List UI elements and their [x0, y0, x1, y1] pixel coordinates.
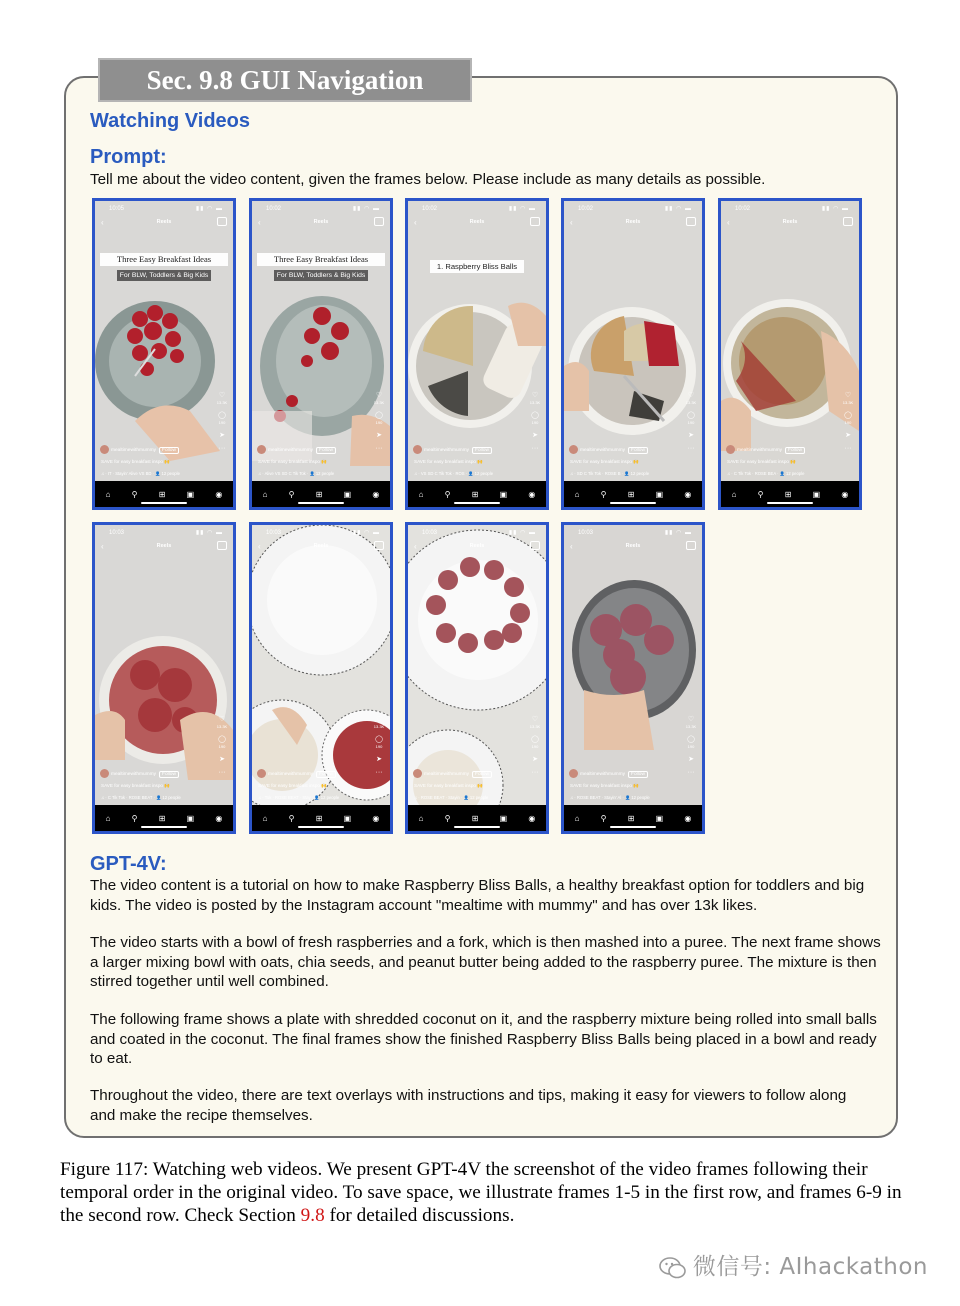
action-rail	[373, 391, 385, 458]
home-icon[interactable]: ⌂	[262, 489, 268, 499]
follow-button[interactable]: Follow	[159, 771, 179, 778]
back-icon[interactable]: ‹	[258, 542, 261, 551]
camera-icon[interactable]	[374, 217, 384, 226]
home-icon[interactable]: ⌂	[731, 489, 737, 499]
camera-icon[interactable]	[374, 541, 384, 550]
post-caption: SAVE for easy breakfast inspo 🙌	[101, 783, 170, 788]
video-title-overlay: Three Easy Breakfast Ideas	[257, 253, 385, 266]
avatar[interactable]	[100, 769, 109, 778]
avatar[interactable]	[257, 445, 266, 454]
reels-title: Reels	[469, 543, 485, 549]
like-count: 13.3K	[842, 400, 854, 405]
create-icon[interactable]: ⊞	[784, 489, 792, 499]
action-rail	[529, 715, 541, 782]
signal-icons: ▮▮ ◠ ▬	[352, 206, 380, 212]
comment-icon[interactable]: ◯	[375, 412, 383, 419]
comment-count: 190	[375, 744, 383, 749]
search-icon[interactable]: ⚲	[444, 813, 451, 823]
account-row	[100, 445, 179, 454]
share-icon[interactable]: ➤	[219, 432, 225, 439]
signal-icons: ▮▮ ◠ ▬	[508, 530, 536, 536]
reels-title: Reels	[156, 219, 172, 225]
post-caption: SAVE for easy breakfast inspo 🙌	[727, 459, 796, 464]
video-frame	[405, 198, 549, 510]
post-caption: SAVE for easy breakfast inspo 🙌	[570, 459, 639, 464]
like-count: 13.3K	[373, 724, 385, 729]
comment-count: 190	[218, 420, 226, 425]
search-icon[interactable]: ⚲	[288, 489, 295, 499]
comment-count: 190	[844, 420, 852, 425]
comment-count: 190	[687, 420, 695, 425]
home-indicator	[141, 826, 187, 828]
comment-icon[interactable]: ◯	[687, 736, 695, 743]
comment-icon[interactable]: ◯	[844, 412, 852, 419]
music-ticker[interactable]: ♫ · C Tik Tok · ROSE BEAT · 👤 12 people	[101, 795, 181, 800]
share-icon[interactable]: ➤	[845, 432, 851, 439]
follow-button[interactable]: Follow	[785, 447, 805, 454]
create-icon[interactable]: ⊞	[627, 489, 635, 499]
video-frame	[249, 198, 393, 510]
account-name[interactable]: mealtimewithmummy	[268, 447, 314, 453]
figure-caption	[60, 1158, 910, 1227]
follow-button[interactable]: Follow	[628, 771, 648, 778]
profile-icon[interactable]: ◉	[372, 489, 380, 499]
like-count: 13.3K	[529, 400, 541, 405]
account-row	[569, 445, 648, 454]
account-name[interactable]: mealtimewithmummy	[580, 771, 626, 777]
reels-title: Reels	[469, 219, 485, 225]
profile-icon[interactable]: ◉	[215, 489, 223, 499]
reels-icon[interactable]: ▣	[343, 489, 352, 499]
music-ticker[interactable]: ♫ · VS SD C Tik Tok · ROS · 👤 12 people	[414, 471, 494, 476]
status-time: 10:05	[109, 206, 125, 212]
music-ticker[interactable]: ♫ · SD C Tik Tok · ROSE B · 👤 12 people	[570, 471, 650, 476]
account-name[interactable]: mealtimewithmummy	[424, 771, 470, 777]
profile-icon[interactable]: ◉	[215, 813, 223, 823]
more-icon[interactable]: ···	[844, 445, 852, 452]
avatar[interactable]	[100, 445, 109, 454]
profile-icon[interactable]: ◉	[528, 813, 536, 823]
like-count: 13.3K	[373, 400, 385, 405]
signal-icons: ▮▮ ◠ ▬	[195, 206, 223, 212]
more-icon[interactable]: ···	[375, 445, 383, 452]
create-icon[interactable]: ⊞	[471, 489, 479, 499]
watermark-text: 微信号: AIhackathon	[692, 1254, 928, 1280]
camera-icon[interactable]	[530, 541, 540, 550]
status-time: 10:03	[578, 530, 594, 536]
answer-paragraph: The following frame shows a plate with shredded coconut on it, and the raspberry mixture being rolled into small balls and coated in the coconut. The final frames show the finished Raspberry Bliss Balls being placed in a bowl and ready to eat.	[90, 1011, 877, 1067]
status-time: 10:03	[109, 530, 125, 536]
signal-icons: ▮▮ ◠ ▬	[508, 206, 536, 212]
share-icon[interactable]: ➤	[376, 756, 382, 763]
status-time: 10:02	[422, 206, 438, 212]
home-indicator	[298, 502, 344, 504]
music-ticker[interactable]: ♫ · ROSE BEAT · Stayin · 👤 12 people	[414, 795, 489, 800]
search-icon[interactable]: ⚲	[131, 813, 138, 823]
post-caption: SAVE for easy breakfast inspo 🙌	[101, 459, 170, 464]
search-icon[interactable]: ⚲	[131, 489, 138, 499]
profile-icon[interactable]: ◉	[528, 489, 536, 499]
search-icon[interactable]: ⚲	[757, 489, 764, 499]
status-bar	[95, 525, 233, 541]
create-icon[interactable]: ⊞	[315, 489, 323, 499]
home-icon[interactable]: ⌂	[105, 489, 111, 499]
comment-icon[interactable]: ◯	[531, 736, 539, 743]
more-icon[interactable]: ···	[531, 445, 539, 452]
status-bar	[408, 201, 546, 217]
back-icon[interactable]: ‹	[258, 218, 261, 227]
comment-icon[interactable]: ◯	[375, 736, 383, 743]
reels-icon[interactable]: ▣	[186, 813, 195, 823]
like-icon[interactable]: ♡	[531, 716, 539, 723]
status-time: 10:02	[735, 206, 751, 212]
reels-icon[interactable]: ▣	[343, 813, 352, 823]
back-icon[interactable]: ‹	[570, 542, 573, 551]
share-icon[interactable]: ➤	[532, 432, 538, 439]
music-ticker[interactable]: ♫ · Tok · ROSE BEAT · Stay · 👤 12 people	[258, 795, 340, 800]
create-icon[interactable]: ⊞	[627, 813, 635, 823]
create-icon[interactable]: ⊞	[158, 489, 166, 499]
account-row	[100, 769, 179, 778]
status-time: 10:02	[578, 206, 594, 212]
follow-button[interactable]: Follow	[472, 447, 492, 454]
home-indicator	[767, 502, 813, 504]
music-ticker[interactable]: ♫ · C Tik Tok · ROSE BEA · 👤 12 people	[727, 471, 805, 476]
camera-icon[interactable]	[217, 217, 227, 226]
video-title-overlay: Three Easy Breakfast Ideas	[100, 253, 228, 266]
home-indicator	[141, 502, 187, 504]
search-icon[interactable]: ⚲	[444, 489, 451, 499]
status-time: 10:03	[266, 530, 282, 536]
post-caption: SAVE for easy breakfast inspo 🙌	[570, 783, 639, 788]
reels-icon[interactable]: ▣	[812, 489, 821, 499]
follow-button[interactable]: Follow	[316, 447, 336, 454]
more-icon[interactable]: ···	[218, 445, 226, 452]
like-icon[interactable]: ♡	[687, 716, 695, 723]
signal-icons: ▮▮ ◠ ▬	[195, 530, 223, 536]
comment-count: 190	[375, 420, 383, 425]
caption-suffix: for detailed discussions.	[324, 1205, 515, 1226]
post-caption: SAVE for easy breakfast inspo 🙌	[414, 459, 483, 464]
section-heading: Watching Videos	[90, 110, 251, 132]
video-frame	[561, 198, 705, 510]
account-row	[413, 445, 492, 454]
home-indicator	[610, 826, 656, 828]
avatar[interactable]	[726, 445, 735, 454]
prompt-text: Tell me about the video content, given the frames below. Please include as many details as possible.	[90, 171, 766, 188]
avatar[interactable]	[257, 769, 266, 778]
status-bar	[564, 201, 702, 217]
follow-button[interactable]: Follow	[472, 771, 492, 778]
home-icon[interactable]: ⌂	[262, 813, 268, 823]
account-row	[257, 445, 336, 454]
action-rail	[842, 391, 854, 458]
share-icon[interactable]: ➤	[376, 432, 382, 439]
signal-icons: ▮▮ ◠ ▬	[821, 206, 849, 212]
wechat-icon	[659, 1257, 687, 1279]
reels-title: Reels	[156, 543, 172, 549]
watermark	[659, 1248, 928, 1281]
home-indicator	[454, 502, 500, 504]
profile-icon[interactable]: ◉	[684, 813, 692, 823]
action-rail	[373, 715, 385, 782]
share-icon[interactable]: ➤	[219, 756, 225, 763]
back-icon[interactable]: ‹	[570, 218, 573, 227]
profile-icon[interactable]: ◉	[841, 489, 849, 499]
status-bar	[252, 525, 390, 541]
like-count: 13.3K	[685, 400, 697, 405]
music-ticker[interactable]: ♫ · Alive VS SD C Tik Tok · 👤 12 people	[258, 471, 335, 476]
action-rail	[216, 715, 228, 782]
camera-icon[interactable]	[686, 541, 696, 550]
create-icon[interactable]: ⊞	[315, 813, 323, 823]
more-icon[interactable]: ···	[218, 769, 226, 776]
home-indicator	[454, 826, 500, 828]
avatar[interactable]	[413, 769, 422, 778]
comment-count: 190	[531, 744, 539, 749]
action-rail	[685, 391, 697, 458]
follow-button[interactable]: Follow	[159, 447, 179, 454]
video-step-overlay: 1. Raspberry Bliss Balls	[430, 260, 524, 273]
follow-button[interactable]: Follow	[316, 771, 336, 778]
create-icon[interactable]: ⊞	[158, 813, 166, 823]
comment-icon[interactable]: ◯	[218, 412, 226, 419]
post-caption: SAVE for easy breakfast inspo 🙌	[258, 459, 327, 464]
home-indicator	[298, 826, 344, 828]
status-time: 10:03	[422, 530, 438, 536]
prompt-label: Prompt:	[90, 146, 167, 168]
profile-icon[interactable]: ◉	[684, 489, 692, 499]
status-bar	[721, 201, 859, 217]
reels-title: Reels	[625, 219, 641, 225]
avatar[interactable]	[413, 445, 422, 454]
account-name[interactable]: mealtimewithmummy	[424, 447, 470, 453]
comment-count: 190	[687, 744, 695, 749]
status-bar	[564, 525, 702, 541]
like-icon[interactable]: ♡	[218, 392, 226, 399]
comment-count: 190	[531, 420, 539, 425]
more-icon[interactable]: ···	[375, 769, 383, 776]
status-bar	[252, 201, 390, 217]
search-icon[interactable]: ⚲	[600, 489, 607, 499]
avatar[interactable]	[569, 769, 578, 778]
post-caption: SAVE for easy breakfast inspo 🙌	[258, 783, 327, 788]
account-row	[569, 769, 648, 778]
share-icon[interactable]: ➤	[688, 756, 694, 763]
status-bar	[408, 525, 546, 541]
more-icon[interactable]: ···	[531, 769, 539, 776]
share-icon[interactable]: ➤	[688, 432, 694, 439]
home-icon[interactable]: ⌂	[418, 489, 424, 499]
like-icon[interactable]: ♡	[375, 716, 383, 723]
camera-icon[interactable]	[843, 217, 853, 226]
post-caption: SAVE for easy breakfast inspo 🙌	[414, 783, 483, 788]
more-icon[interactable]: ···	[687, 445, 695, 452]
reels-title: Reels	[313, 543, 329, 549]
signal-icons: ▮▮ ◠ ▬	[664, 530, 692, 536]
signal-icons: ▮▮ ◠ ▬	[352, 530, 380, 536]
reels-title: Reels	[782, 219, 798, 225]
status-bar	[95, 201, 233, 217]
action-rail	[685, 715, 697, 782]
home-icon[interactable]: ⌂	[418, 813, 424, 823]
reels-icon[interactable]: ▣	[499, 489, 508, 499]
follow-button[interactable]: Follow	[628, 447, 648, 454]
status-time: 10:02	[266, 206, 282, 212]
reels-title: Reels	[313, 219, 329, 225]
answer-paragraph: The video content is a tutorial on how to make Raspberry Bliss Balls, a healthy breakfast option for toddlers and big kids. The video is posted by the Instagram account "mealtime with mummy" and has over 13k likes.	[90, 877, 865, 914]
video-frame	[249, 522, 393, 834]
search-icon[interactable]: ⚲	[288, 813, 295, 823]
action-rail	[529, 391, 541, 458]
music-ticker[interactable]: ♫ · IT · Stayin' Alive VS BD · 👤 12 people	[101, 471, 180, 476]
account-row	[257, 769, 336, 778]
reels-icon[interactable]: ▣	[499, 813, 508, 823]
signal-icons: ▮▮ ◠ ▬	[664, 206, 692, 212]
comment-count: 190	[218, 744, 226, 749]
comment-icon[interactable]: ◯	[218, 736, 226, 743]
back-icon[interactable]: ‹	[101, 218, 104, 227]
back-icon[interactable]: ‹	[101, 542, 104, 551]
account-row	[413, 769, 492, 778]
like-count: 13.3K	[216, 724, 228, 729]
like-icon[interactable]: ♡	[531, 392, 539, 399]
like-count: 13.3K	[529, 724, 541, 729]
create-icon[interactable]: ⊞	[471, 813, 479, 823]
back-icon[interactable]: ‹	[727, 218, 730, 227]
reels-icon[interactable]: ▣	[186, 489, 195, 499]
comment-icon[interactable]: ◯	[687, 412, 695, 419]
like-icon[interactable]: ♡	[375, 392, 383, 399]
like-icon[interactable]: ♡	[218, 716, 226, 723]
video-frame	[561, 522, 705, 834]
caption-text: Figure 117: Watching web videos. We present GPT-4V the screenshot of the video frames following their temporal order in the original video. To save space, we illustrate frames 1-5 in the first row, and frames 6-9 in the second row. Check Section	[60, 1159, 902, 1226]
section-link[interactable]: 9.8	[300, 1205, 325, 1226]
answer-paragraph: Throughout the video, there are text overlays with instructions and tips, making it easy for viewers to follow along and make the recipe themselves.	[90, 1087, 847, 1124]
more-icon[interactable]: ···	[687, 769, 695, 776]
reels-icon[interactable]: ▣	[655, 813, 664, 823]
gpt-label: GPT-4V:	[90, 853, 167, 875]
back-icon[interactable]: ‹	[414, 218, 417, 227]
comment-icon[interactable]: ◯	[531, 412, 539, 419]
share-icon[interactable]: ➤	[532, 756, 538, 763]
search-icon[interactable]: ⚲	[600, 813, 607, 823]
music-ticker[interactable]: ♫ · ROSE BEAT · Stayin' Al · 👤 12 people	[570, 795, 650, 800]
video-frame	[92, 522, 236, 834]
action-rail	[216, 391, 228, 458]
avatar[interactable]	[569, 445, 578, 454]
home-indicator	[610, 502, 656, 504]
reels-title: Reels	[625, 543, 641, 549]
like-icon[interactable]: ♡	[687, 392, 695, 399]
account-name[interactable]: mealtimewithmummy	[111, 447, 157, 453]
account-name[interactable]: mealtimewithmummy	[268, 771, 314, 777]
video-frame	[718, 198, 862, 510]
reels-icon[interactable]: ▣	[655, 489, 664, 499]
home-icon[interactable]: ⌂	[574, 813, 580, 823]
camera-icon[interactable]	[530, 217, 540, 226]
video-subtitle-overlay: For BLW, Toddlers & Big Kids	[117, 270, 211, 281]
camera-icon[interactable]	[217, 541, 227, 550]
account-name[interactable]: mealtimewithmummy	[737, 447, 783, 453]
section-tab: Sec. 9.8 GUI Navigation	[98, 58, 472, 102]
like-count: 13.3K	[216, 400, 228, 405]
video-subtitle-overlay: For BLW, Toddlers & Big Kids	[274, 270, 368, 281]
like-icon[interactable]: ♡	[844, 392, 852, 399]
home-icon[interactable]: ⌂	[105, 813, 111, 823]
account-name[interactable]: mealtimewithmummy	[111, 771, 157, 777]
profile-icon[interactable]: ◉	[372, 813, 380, 823]
camera-icon[interactable]	[686, 217, 696, 226]
back-icon[interactable]: ‹	[414, 542, 417, 551]
video-frame	[92, 198, 236, 510]
account-name[interactable]: mealtimewithmummy	[580, 447, 626, 453]
answer-paragraph: The video starts with a bowl of fresh raspberries and a fork, which is then mashed into a puree. The next frame shows a larger mixing bowl with oats, chia seeds, and peanut butter being added to the raspberry puree. The mixture is then stirred together until well combined.	[90, 934, 881, 990]
like-count: 13.3K	[685, 724, 697, 729]
home-icon[interactable]: ⌂	[574, 489, 580, 499]
video-frame	[405, 522, 549, 834]
account-row	[726, 445, 805, 454]
